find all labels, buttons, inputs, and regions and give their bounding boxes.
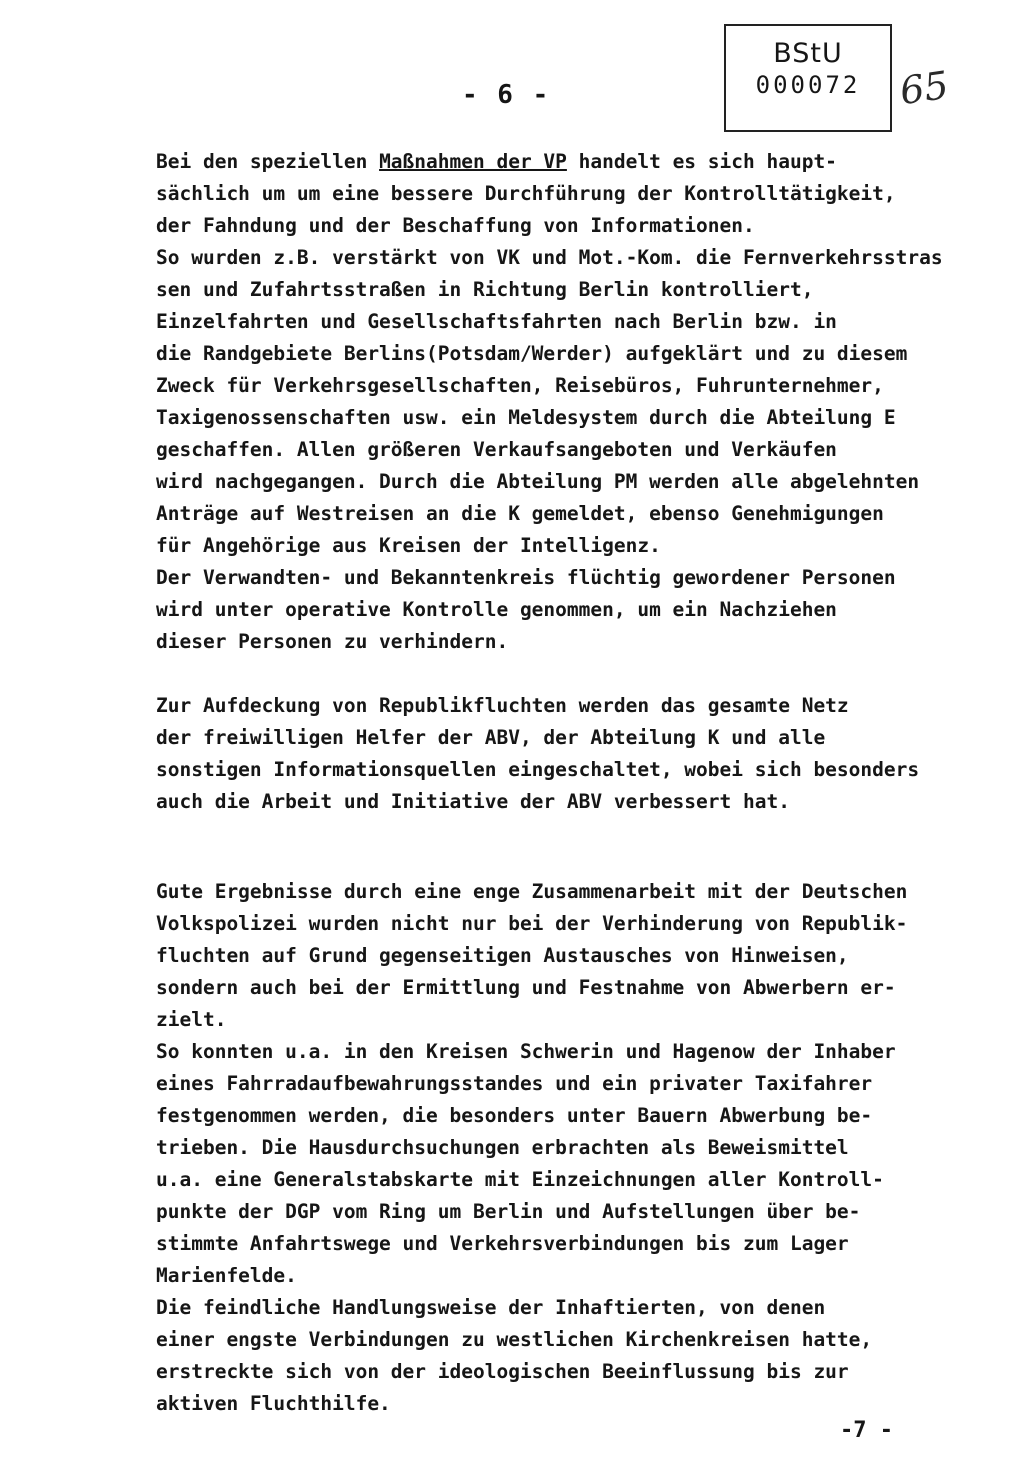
- text-line: festgenommen werden, die besonders unter Bauern Abwerbung be-: [156, 1104, 873, 1127]
- text-line: einer engste Verbindungen zu westlichen Kirchenkreisen hatte,: [156, 1328, 873, 1351]
- text-line: sonstigen Informationsquellen eingeschaltet, wobei sich besonders: [156, 758, 920, 781]
- text-line: sen und Zufahrtsstraßen in Richtung Berlin kontrolliert,: [156, 278, 814, 301]
- paragraph-detection: [156, 690, 986, 818]
- text-line: wird nachgegangen. Durch die Abteilung PM werden alle abgelehnten: [156, 470, 920, 493]
- text-line: fluchten auf Grund gegenseitigen Austausches von Hinweisen,: [156, 944, 849, 967]
- text-line: Anträge auf Westreisen an die K gemeldet, ebenso Genehmigungen: [156, 502, 884, 525]
- text-line: punkte der DGP vom Ring um Berlin und Aufstellungen über be-: [156, 1200, 861, 1223]
- paragraph-gap: [156, 818, 986, 876]
- text-line: dieser Personen zu verhindern.: [156, 630, 509, 653]
- text-line: zielt.: [156, 1008, 227, 1031]
- text-line: Der Verwandten- und Bekanntenkreis flüchtig gewordener Personen: [156, 566, 896, 589]
- text-line: Gute Ergebnisse durch eine enge Zusammenarbeit mit der Deutschen: [156, 880, 908, 903]
- paragraph-measures: [156, 146, 986, 658]
- text-line: geschaffen. Allen größeren Verkaufsangeboten und Verkäufen: [156, 438, 837, 461]
- paragraph-results: [156, 876, 986, 1420]
- text-line: Volkspolizei wurden nicht nur bei der Verhinderung von Republik-: [156, 912, 908, 935]
- text-line: trieben. Die Hausdurchsuchungen erbrachten als Beweismittel: [156, 1136, 849, 1159]
- text-line-end: handelt es sich haupt-: [566, 150, 837, 173]
- text-line: So wurden z.B. verstärkt von VK und Mot.-Kom. die Fernverkehrsstras: [156, 246, 943, 269]
- text-line: auch die Arbeit und Initiative der ABV verbessert hat.: [156, 790, 790, 813]
- text-line: Marienfelde.: [156, 1264, 297, 1287]
- text-line: sondern auch bei der Ermittlung und Festnahme von Abwerbern er-: [156, 976, 896, 999]
- next-page-indicator: -7 -: [840, 1418, 893, 1443]
- text-line: Einzelfahrten und Gesellschaftsfahrten nach Berlin bzw. in: [156, 310, 837, 333]
- stamp-agency: BStU: [773, 38, 843, 69]
- text-line: der Fahndung und der Beschaffung von Informationen.: [156, 214, 755, 237]
- text-line: wird unter operative Kontrolle genommen, um ein Nachziehen: [156, 598, 837, 621]
- archive-stamp: [724, 24, 892, 132]
- text-line: aktiven Fluchthilfe.: [156, 1392, 391, 1415]
- text-line: Die feindliche Handlungsweise der Inhaftierten, von denen: [156, 1296, 826, 1319]
- page-number: - 6 -: [462, 80, 551, 110]
- text-line-start: Bei den speziellen: [156, 150, 380, 173]
- text-line: eines Fahrradaufbewahrungsstandes und ein privater Taxifahrer: [156, 1072, 873, 1095]
- text-line: für Angehörige aus Kreisen der Intelligenz.: [156, 534, 661, 557]
- text-line: die Randgebiete Berlins(Potsdam/Werder) aufgeklärt und zu diesem: [156, 342, 908, 365]
- handwritten-page-number: 65: [897, 62, 952, 114]
- text-line: Zur Aufdeckung von Republikfluchten werden das gesamte Netz: [156, 694, 849, 717]
- text-line: erstreckte sich von der ideologischen Beeinflussung bis zur: [156, 1360, 849, 1383]
- text-line: der freiwilligen Helfer der ABV, der Abteilung K und alle: [156, 726, 826, 749]
- text-line: sächlich um um eine bessere Durchführung der Kontrolltätigkeit,: [156, 182, 896, 205]
- text-line: Zweck für Verkehrsgesellschaften, Reisebüros, Fuhrunternehmer,: [156, 374, 884, 397]
- text-line: Taxigenossenschaften usw. ein Meldesystem durch die Abteilung E: [156, 406, 896, 429]
- text-line: stimmte Anfahrtswege und Verkehrsverbindungen bis zum Lager: [156, 1232, 849, 1255]
- text-line: [156, 146, 986, 178]
- stamp-number: 000072: [755, 71, 861, 99]
- underlined-phrase: Maßnahmen der VP: [379, 150, 567, 173]
- paragraph-gap: [156, 658, 986, 690]
- body-text: [156, 146, 986, 1420]
- text-line: u.a. eine Generalstabskarte mit Einzeichnungen aller Kontroll-: [156, 1168, 884, 1191]
- text-line: So konnten u.a. in den Kreisen Schwerin und Hagenow der Inhaber: [156, 1040, 896, 1063]
